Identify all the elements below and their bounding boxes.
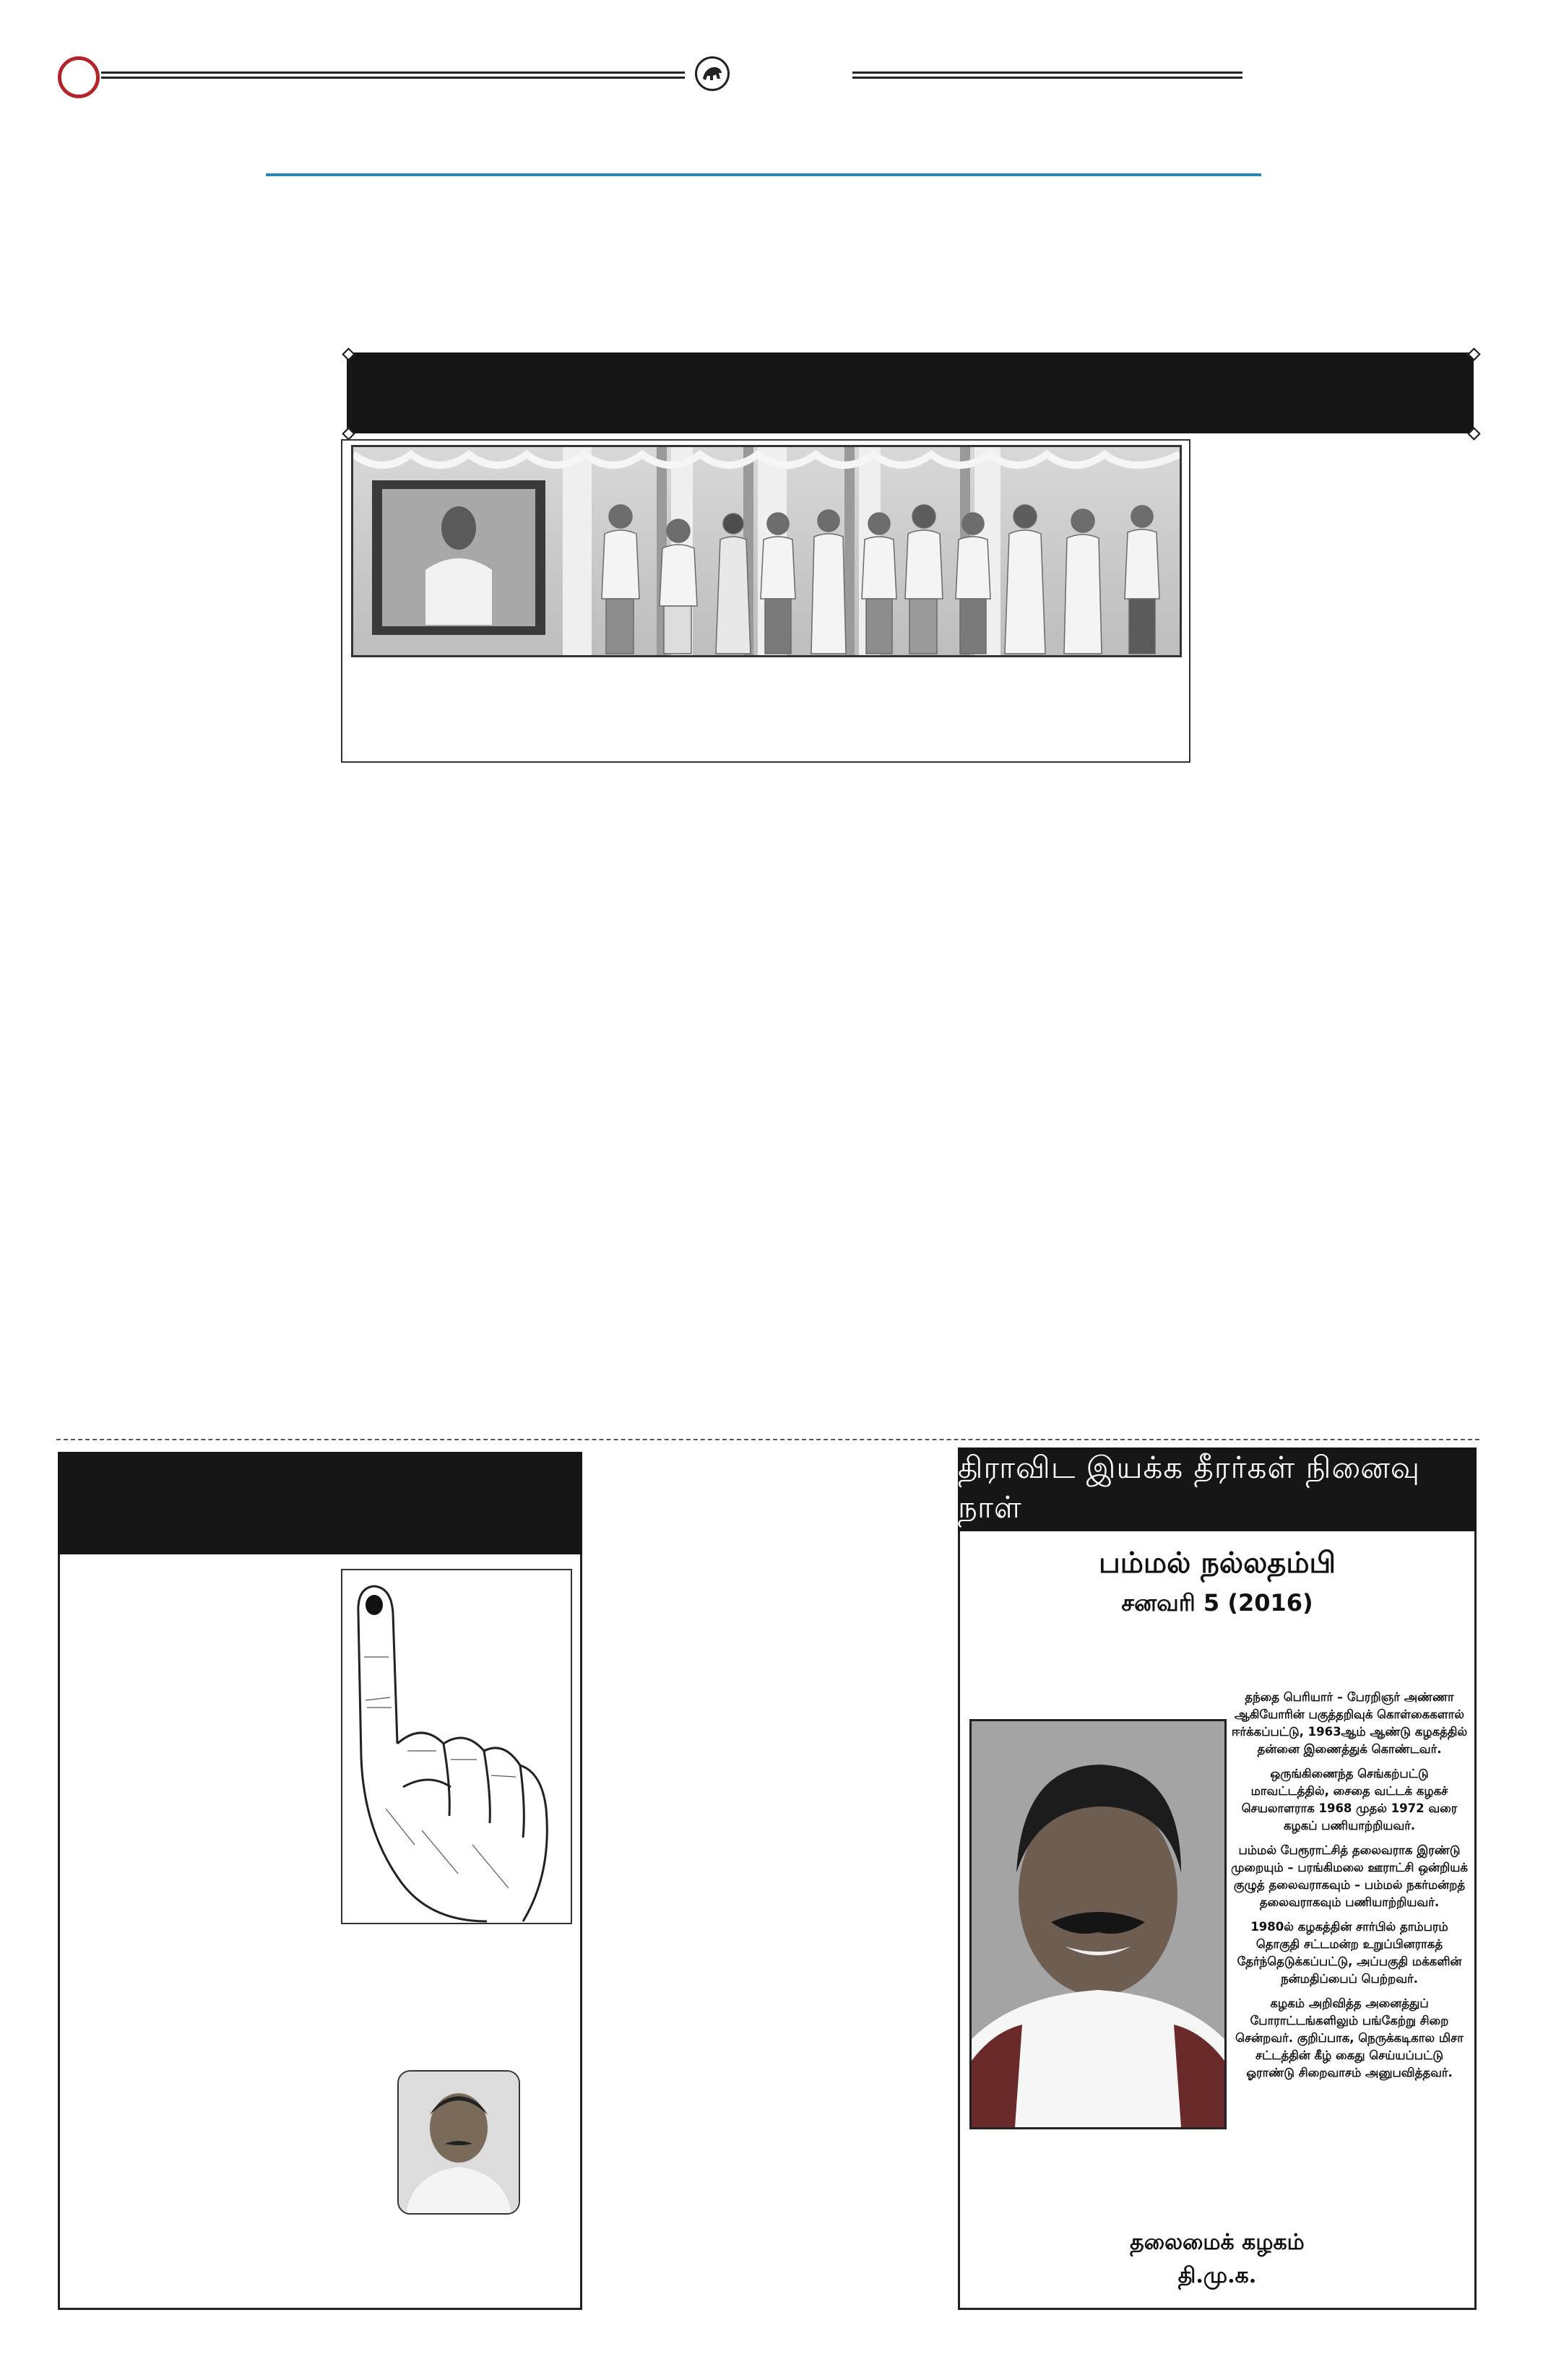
signature-line-1: தலைமைக் கழகம் [1130, 2230, 1305, 2255]
headline-banner [347, 352, 1474, 433]
bio-paragraph: ஒருங்கிணைந்த செங்கற்பட்டு மாவட்டத்தில், சைதை வட்டக் கழகச் செயலாளராக 1968 முதல் 1972 வரை கழகப் பணியாற்றியவர். [1241, 1767, 1458, 1832]
signature-block [958, 2226, 1477, 2293]
avatar [397, 2070, 520, 2215]
inked-finger-illustration [341, 1569, 572, 1924]
header-rule-left [101, 72, 685, 79]
tribute-name: பம்மல் நல்லதம்பி [1098, 1546, 1336, 1580]
tribute-heading: திராவிட இயக்க தீரர்கள் நினைவு நாள் [958, 1450, 1421, 1525]
section-rule [266, 173, 1261, 176]
section-divider [56, 1439, 1479, 1440]
tribute-biography [1231, 1689, 1468, 2089]
tribute-header [958, 1448, 1477, 1531]
tribute-date: சனவரி 5 (2016) [1121, 1589, 1313, 1617]
bio-paragraph: கழகம் அறிவித்த அனைத்துப் போராட்டங்களிலும் பங்கேற்று சிறை சென்றவர். குறிப்பாக, நெருக்கடிகால மிசா சட்டத்தின் கீழ் கைது செய்யப்பட்டு ஓராண்டு சிறைவாசம் அனுபவித்தவர். [1235, 1996, 1464, 2080]
group-photo [351, 445, 1182, 657]
page-number-circle [58, 56, 100, 98]
left-panel-header [58, 1452, 582, 1554]
bio-paragraph: தந்தை பெரியார் – பேரறிஞர் அண்ணா ஆகியோரின் பகுத்தறிவுக் கொள்கைகளால் ஈர்க்கப்பட்டு, 1963ஆம் ஆண்டு கழகத்தில் தன்னை இணைத்துக் கொண்டவர். [1231, 1690, 1468, 1756]
header-rule-right [852, 72, 1242, 79]
bio-paragraph: 1980ல் கழகத்தின் சார்பில் தாம்பரம் தொகுதி சட்டமன்ற உறுப்பினராகத் தேர்ந்தெடுக்கப்பட்டு, அப்பகுதி மக்களின் நன்மதிப்பைப் பெற்றவர். [1237, 1920, 1462, 1986]
portrait-photo [969, 1719, 1227, 2129]
bio-paragraph: பம்மல் பேரூராட்சித் தலைவராக இரண்டு முறையும் – பரங்கிமலை ஊராட்சி ஒன்றியக் குழுத் தலைவராகவும் – பம்மல் நகர்மன்றத் தலைவராகவும் பணியாற்றியவர். [1231, 1843, 1468, 1909]
signature-line-2: தி.மு.க. [1177, 2263, 1257, 2288]
party-emblem-icon [695, 56, 730, 91]
